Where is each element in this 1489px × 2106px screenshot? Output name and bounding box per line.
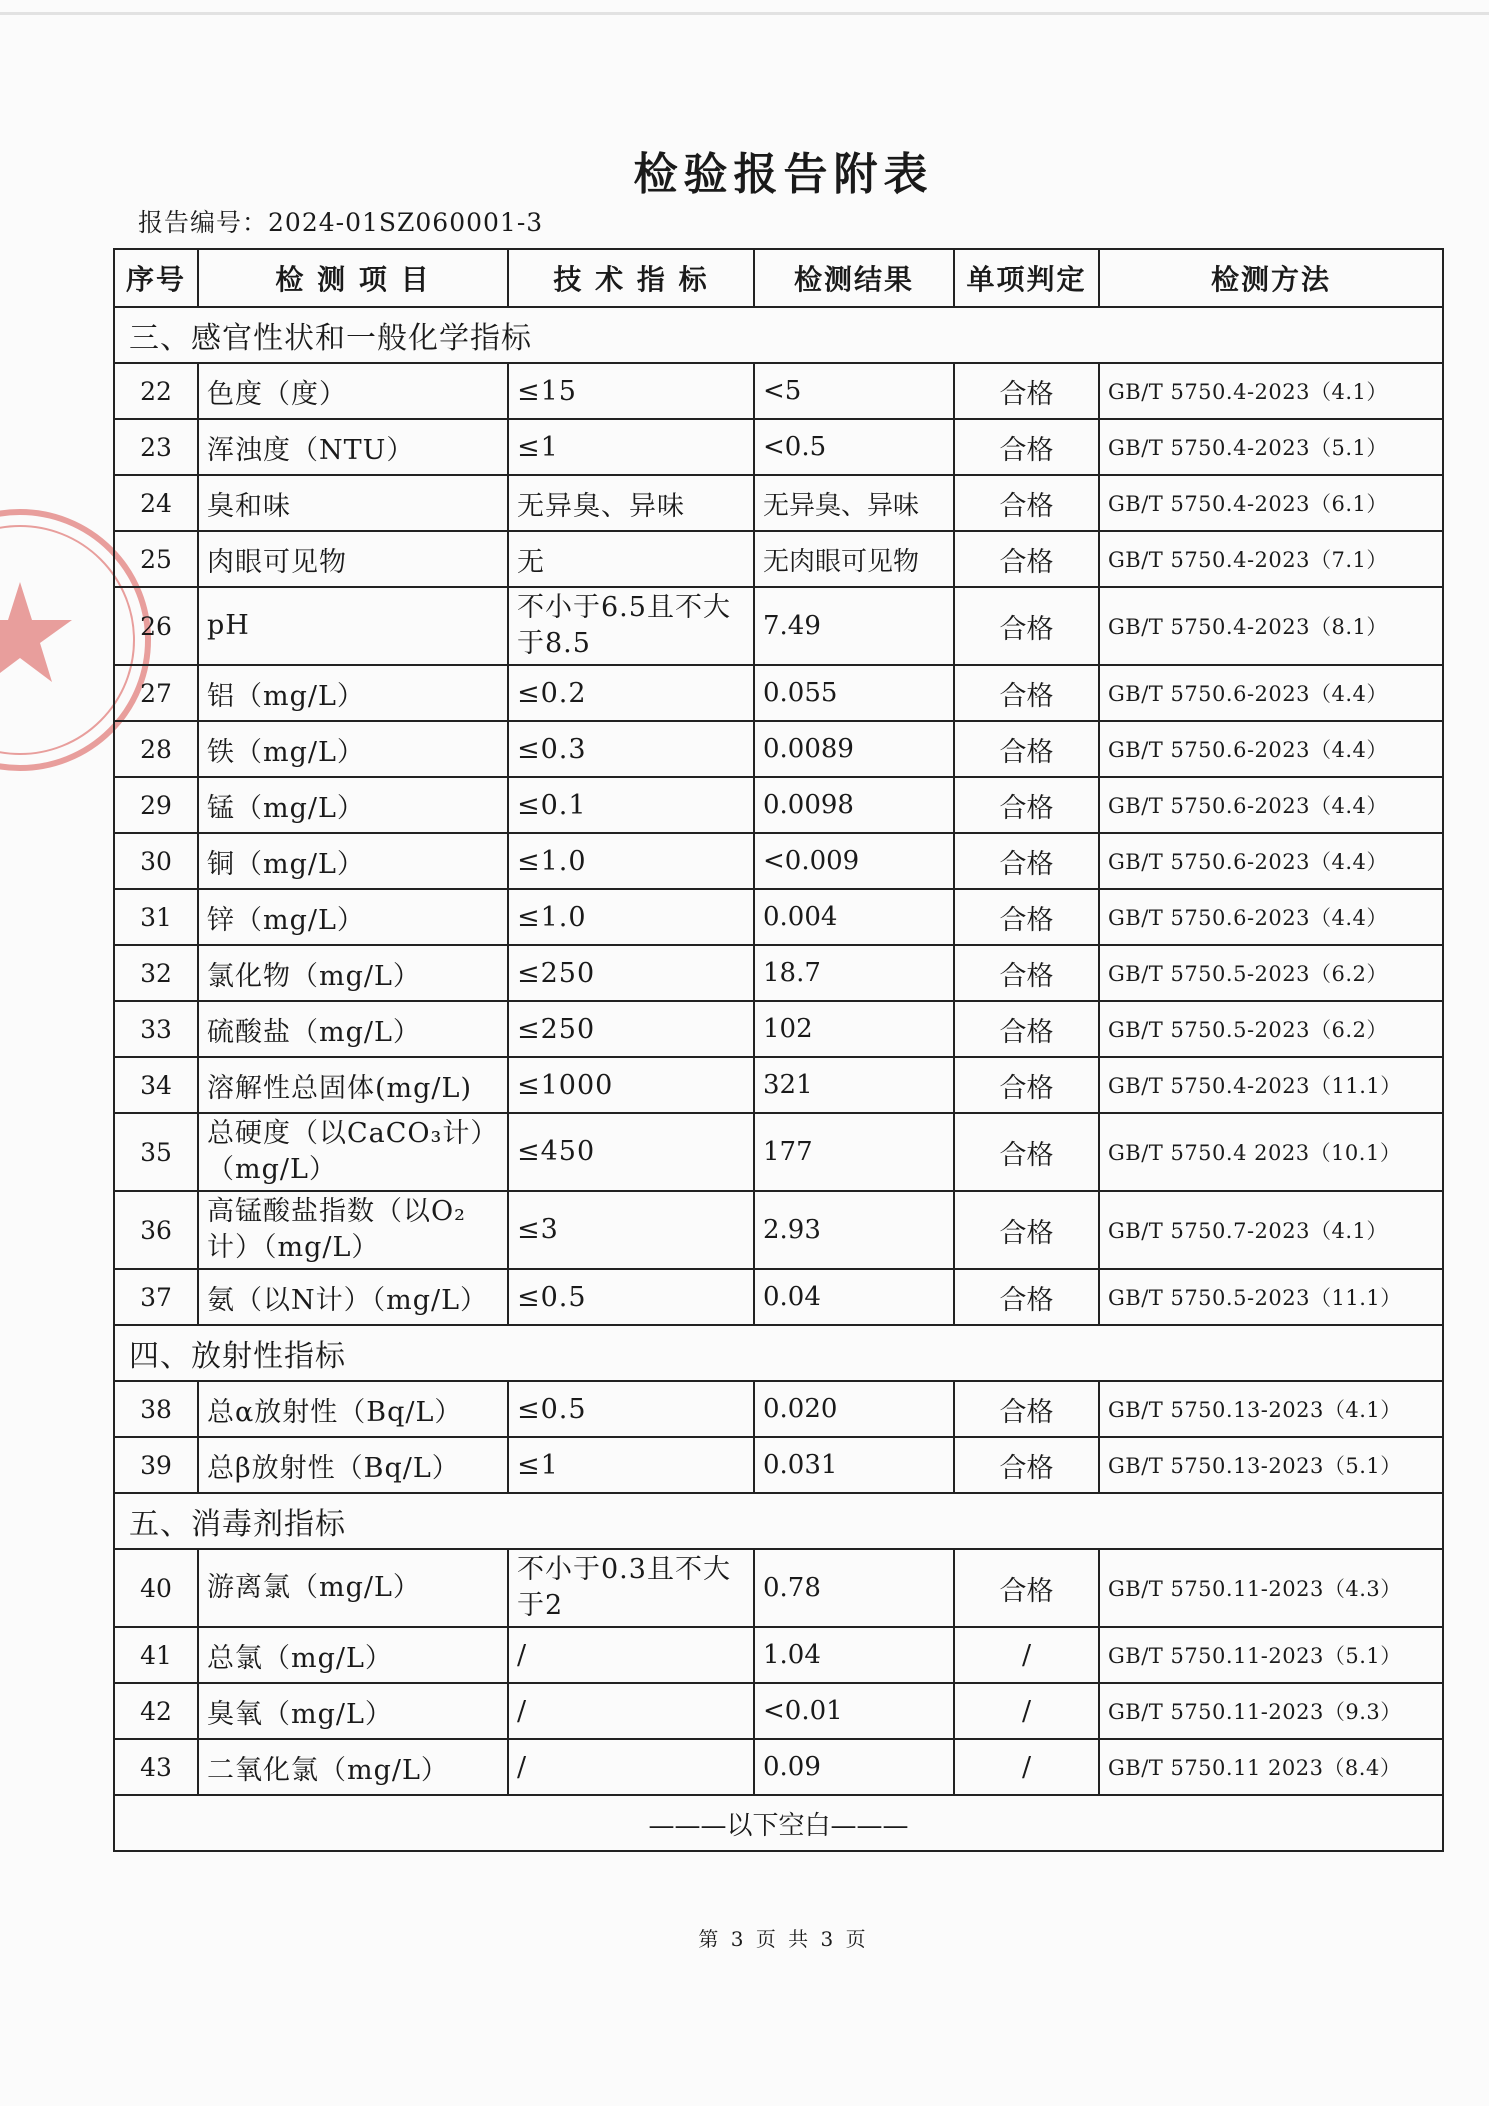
cell-judge: 合格 <box>954 1269 1099 1325</box>
cell-method: GB/T 5750.4 2023（10.1） <box>1099 1113 1443 1191</box>
cell-judge: 合格 <box>954 889 1099 945</box>
cell-item: 氯化物（mg/L） <box>198 945 508 1001</box>
section-title: 五、消毒剂指标 <box>114 1493 1443 1549</box>
page-title: 检验报告附表 <box>633 149 934 200</box>
cell-judge: 合格 <box>954 665 1099 721</box>
cell-result: 102 <box>754 1001 954 1057</box>
cell-result: 18.7 <box>754 945 954 1001</box>
cell-judge: / <box>954 1683 1099 1739</box>
cell-item: 锌（mg/L） <box>198 889 508 945</box>
cell-result: <0.01 <box>754 1683 954 1739</box>
cell-method: GB/T 5750.11-2023（5.1） <box>1099 1627 1443 1683</box>
report-number-value: 2024-01SZ060001-3 <box>268 208 544 237</box>
cell-item: 总β放射性（Bq/L） <box>198 1437 508 1493</box>
cell-item: 总氯（mg/L） <box>198 1627 508 1683</box>
section-row <box>114 307 1443 363</box>
table-row <box>114 475 1443 531</box>
table-row <box>114 1113 1443 1191</box>
cell-no: 29 <box>114 777 198 833</box>
cell-result: 1.04 <box>754 1627 954 1683</box>
cell-result: 无异臭、异味 <box>754 475 954 531</box>
cell-limit: ≤1 <box>508 1437 754 1493</box>
table-row <box>114 1683 1443 1739</box>
header-limit: 技 术 指 标 <box>508 249 754 307</box>
cell-result: 2.93 <box>754 1191 954 1269</box>
cell-no: 34 <box>114 1057 198 1113</box>
cell-judge: 合格 <box>954 419 1099 475</box>
section-title: 三、感官性状和一般化学指标 <box>114 307 1443 363</box>
cell-item: 硫酸盐（mg/L） <box>198 1001 508 1057</box>
cell-result: 177 <box>754 1113 954 1191</box>
cell-limit: ≤250 <box>508 945 754 1001</box>
table-row <box>114 363 1443 419</box>
cell-judge: 合格 <box>954 1113 1099 1191</box>
table-row <box>114 1057 1443 1113</box>
cell-limit: ≤450 <box>508 1113 754 1191</box>
cell-judge: 合格 <box>954 945 1099 1001</box>
cell-method: GB/T 5750.4-2023（6.1） <box>1099 475 1443 531</box>
table-row <box>114 889 1443 945</box>
cell-result: 0.0089 <box>754 721 954 777</box>
cell-judge: / <box>954 1627 1099 1683</box>
cell-no: 26 <box>114 587 198 665</box>
cell-method: GB/T 5750.4-2023（11.1） <box>1099 1057 1443 1113</box>
cell-method: GB/T 5750.4-2023（5.1） <box>1099 419 1443 475</box>
cell-no: 30 <box>114 833 198 889</box>
cell-limit: 不小于0.3且不大于2 <box>508 1549 754 1627</box>
cell-result: 0.78 <box>754 1549 954 1627</box>
cell-method: GB/T 5750.6-2023（4.4） <box>1099 721 1443 777</box>
cell-limit: ≤0.1 <box>508 777 754 833</box>
cell-item: 臭和味 <box>198 475 508 531</box>
cell-no: 37 <box>114 1269 198 1325</box>
cell-limit: / <box>508 1627 754 1683</box>
table-row <box>114 777 1443 833</box>
table-row <box>114 1269 1443 1325</box>
cell-item: 铜（mg/L） <box>198 833 508 889</box>
page-footer: 第 3 页 共 3 页 <box>698 1927 869 1951</box>
cell-method: GB/T 5750.13-2023（4.1） <box>1099 1381 1443 1437</box>
cell-no: 38 <box>114 1381 198 1437</box>
cell-no: 40 <box>114 1549 198 1627</box>
cell-limit: ≤1 <box>508 419 754 475</box>
section-row <box>114 1325 1443 1381</box>
cell-item: 氨（以N计）（mg/L） <box>198 1269 508 1325</box>
cell-item: 锰（mg/L） <box>198 777 508 833</box>
cell-method: GB/T 5750.11 2023（8.4） <box>1099 1739 1443 1795</box>
table-header-row <box>114 249 1443 307</box>
report-number-label: 报告编号： <box>138 208 269 237</box>
cell-item: 高锰酸盐指数（以O₂计）（mg/L） <box>198 1191 508 1269</box>
cell-result: <0.5 <box>754 419 954 475</box>
cell-no: 36 <box>114 1191 198 1269</box>
cell-judge: 合格 <box>954 721 1099 777</box>
header-judge: 单项判定 <box>954 249 1099 307</box>
cell-no: 22 <box>114 363 198 419</box>
cell-no: 32 <box>114 945 198 1001</box>
cell-judge: 合格 <box>954 1191 1099 1269</box>
cell-item: 色度（度） <box>198 363 508 419</box>
cell-item: 铁（mg/L） <box>198 721 508 777</box>
cell-method: GB/T 5750.4-2023（8.1） <box>1099 587 1443 665</box>
cell-limit: ≤1.0 <box>508 889 754 945</box>
cell-method: GB/T 5750.6-2023（4.4） <box>1099 889 1443 945</box>
cell-limit: ≤1.0 <box>508 833 754 889</box>
cell-limit: ≤1000 <box>508 1057 754 1113</box>
cell-result: <0.009 <box>754 833 954 889</box>
cell-item: 浑浊度（NTU） <box>198 419 508 475</box>
report-number <box>138 203 543 239</box>
section-title: 四、放射性指标 <box>114 1325 1443 1381</box>
cell-judge: 合格 <box>954 475 1099 531</box>
section-row <box>114 1493 1443 1549</box>
cell-no: 27 <box>114 665 198 721</box>
cell-item: 游离氯（mg/L） <box>198 1549 508 1627</box>
results-table <box>113 248 1444 1852</box>
table-row <box>114 945 1443 1001</box>
cell-method: GB/T 5750.7-2023（4.1） <box>1099 1191 1443 1269</box>
cell-limit: ≤0.2 <box>508 665 754 721</box>
cell-limit: ≤15 <box>508 363 754 419</box>
cell-method: GB/T 5750.6-2023（4.4） <box>1099 833 1443 889</box>
cell-no: 35 <box>114 1113 198 1191</box>
cell-result: 0.055 <box>754 665 954 721</box>
cell-judge: 合格 <box>954 531 1099 587</box>
table-row <box>114 1739 1443 1795</box>
cell-result: 0.020 <box>754 1381 954 1437</box>
cell-no: 24 <box>114 475 198 531</box>
cell-item: 铝（mg/L） <box>198 665 508 721</box>
cell-method: GB/T 5750.6-2023（4.4） <box>1099 665 1443 721</box>
table-row <box>114 1381 1443 1437</box>
cell-limit: ≤3 <box>508 1191 754 1269</box>
cell-method: GB/T 5750.11-2023（4.3） <box>1099 1549 1443 1627</box>
cell-result: 0.0098 <box>754 777 954 833</box>
table-row <box>114 665 1443 721</box>
cell-no: 23 <box>114 419 198 475</box>
cell-limit: / <box>508 1683 754 1739</box>
cell-limit: ≤0.3 <box>508 721 754 777</box>
cell-method: GB/T 5750.11-2023（9.3） <box>1099 1683 1443 1739</box>
cell-item: 臭氧（mg/L） <box>198 1683 508 1739</box>
table-row <box>114 531 1443 587</box>
cell-limit: ≤0.5 <box>508 1381 754 1437</box>
cell-item: 溶解性总固体(mg/L) <box>198 1057 508 1113</box>
cell-item: 二氧化氯（mg/L） <box>198 1739 508 1795</box>
table-row <box>114 1627 1443 1683</box>
cell-judge: 合格 <box>954 777 1099 833</box>
table-body <box>114 307 1443 1851</box>
cell-result: 0.004 <box>754 889 954 945</box>
cell-result: 7.49 <box>754 587 954 665</box>
cell-item: 肉眼可见物 <box>198 531 508 587</box>
cell-judge: 合格 <box>954 587 1099 665</box>
cell-method: GB/T 5750.4-2023（4.1） <box>1099 363 1443 419</box>
cell-item: 总硬度（以CaCO₃计）（mg/L） <box>198 1113 508 1191</box>
end-row <box>114 1795 1443 1851</box>
table-row <box>114 1437 1443 1493</box>
cell-no: 39 <box>114 1437 198 1493</box>
cell-judge: 合格 <box>954 1001 1099 1057</box>
cell-method: GB/T 5750.4-2023（7.1） <box>1099 531 1443 587</box>
cell-limit: 不小于6.5且不大于8.5 <box>508 587 754 665</box>
table-row <box>114 1191 1443 1269</box>
cell-judge: 合格 <box>954 1057 1099 1113</box>
cell-method: GB/T 5750.6-2023（4.4） <box>1099 777 1443 833</box>
header-result: 检测结果 <box>754 249 954 307</box>
cell-judge: 合格 <box>954 1437 1099 1493</box>
table-row <box>114 833 1443 889</box>
cell-judge: / <box>954 1739 1099 1795</box>
cell-limit: / <box>508 1739 754 1795</box>
cell-no: 41 <box>114 1627 198 1683</box>
cell-item: 总α放射性（Bq/L） <box>198 1381 508 1437</box>
header-item: 检 测 项 目 <box>198 249 508 307</box>
cell-item: pH <box>198 587 508 665</box>
cell-no: 31 <box>114 889 198 945</box>
cell-limit: ≤250 <box>508 1001 754 1057</box>
cell-judge: 合格 <box>954 833 1099 889</box>
cell-result: 无肉眼可见物 <box>754 531 954 587</box>
end-note: ———以下空白——— <box>114 1795 1443 1851</box>
header-method: 检测方法 <box>1099 249 1443 307</box>
cell-result: 0.031 <box>754 1437 954 1493</box>
cell-no: 33 <box>114 1001 198 1057</box>
cell-judge: 合格 <box>954 363 1099 419</box>
cell-judge: 合格 <box>954 1549 1099 1627</box>
header-no: 序号 <box>114 249 198 307</box>
cell-no: 43 <box>114 1739 198 1795</box>
cell-method: GB/T 5750.5-2023（6.2） <box>1099 1001 1443 1057</box>
table-row <box>114 721 1443 777</box>
cell-limit: ≤0.5 <box>508 1269 754 1325</box>
cell-result: 321 <box>754 1057 954 1113</box>
cell-result: 0.04 <box>754 1269 954 1325</box>
cell-method: GB/T 5750.5-2023（11.1） <box>1099 1269 1443 1325</box>
scan-top-edge <box>0 12 1489 15</box>
table-row <box>114 1549 1443 1627</box>
cell-result: 0.09 <box>754 1739 954 1795</box>
cell-judge: 合格 <box>954 1381 1099 1437</box>
table-row <box>114 1001 1443 1057</box>
cell-no: 28 <box>114 721 198 777</box>
table-row <box>114 587 1443 665</box>
cell-limit: 无异臭、异味 <box>508 475 754 531</box>
cell-result: <5 <box>754 363 954 419</box>
table-row <box>114 419 1443 475</box>
cell-method: GB/T 5750.5-2023（6.2） <box>1099 945 1443 1001</box>
cell-no: 25 <box>114 531 198 587</box>
cell-no: 42 <box>114 1683 198 1739</box>
cell-method: GB/T 5750.13-2023（5.1） <box>1099 1437 1443 1493</box>
cell-limit: 无 <box>508 531 754 587</box>
